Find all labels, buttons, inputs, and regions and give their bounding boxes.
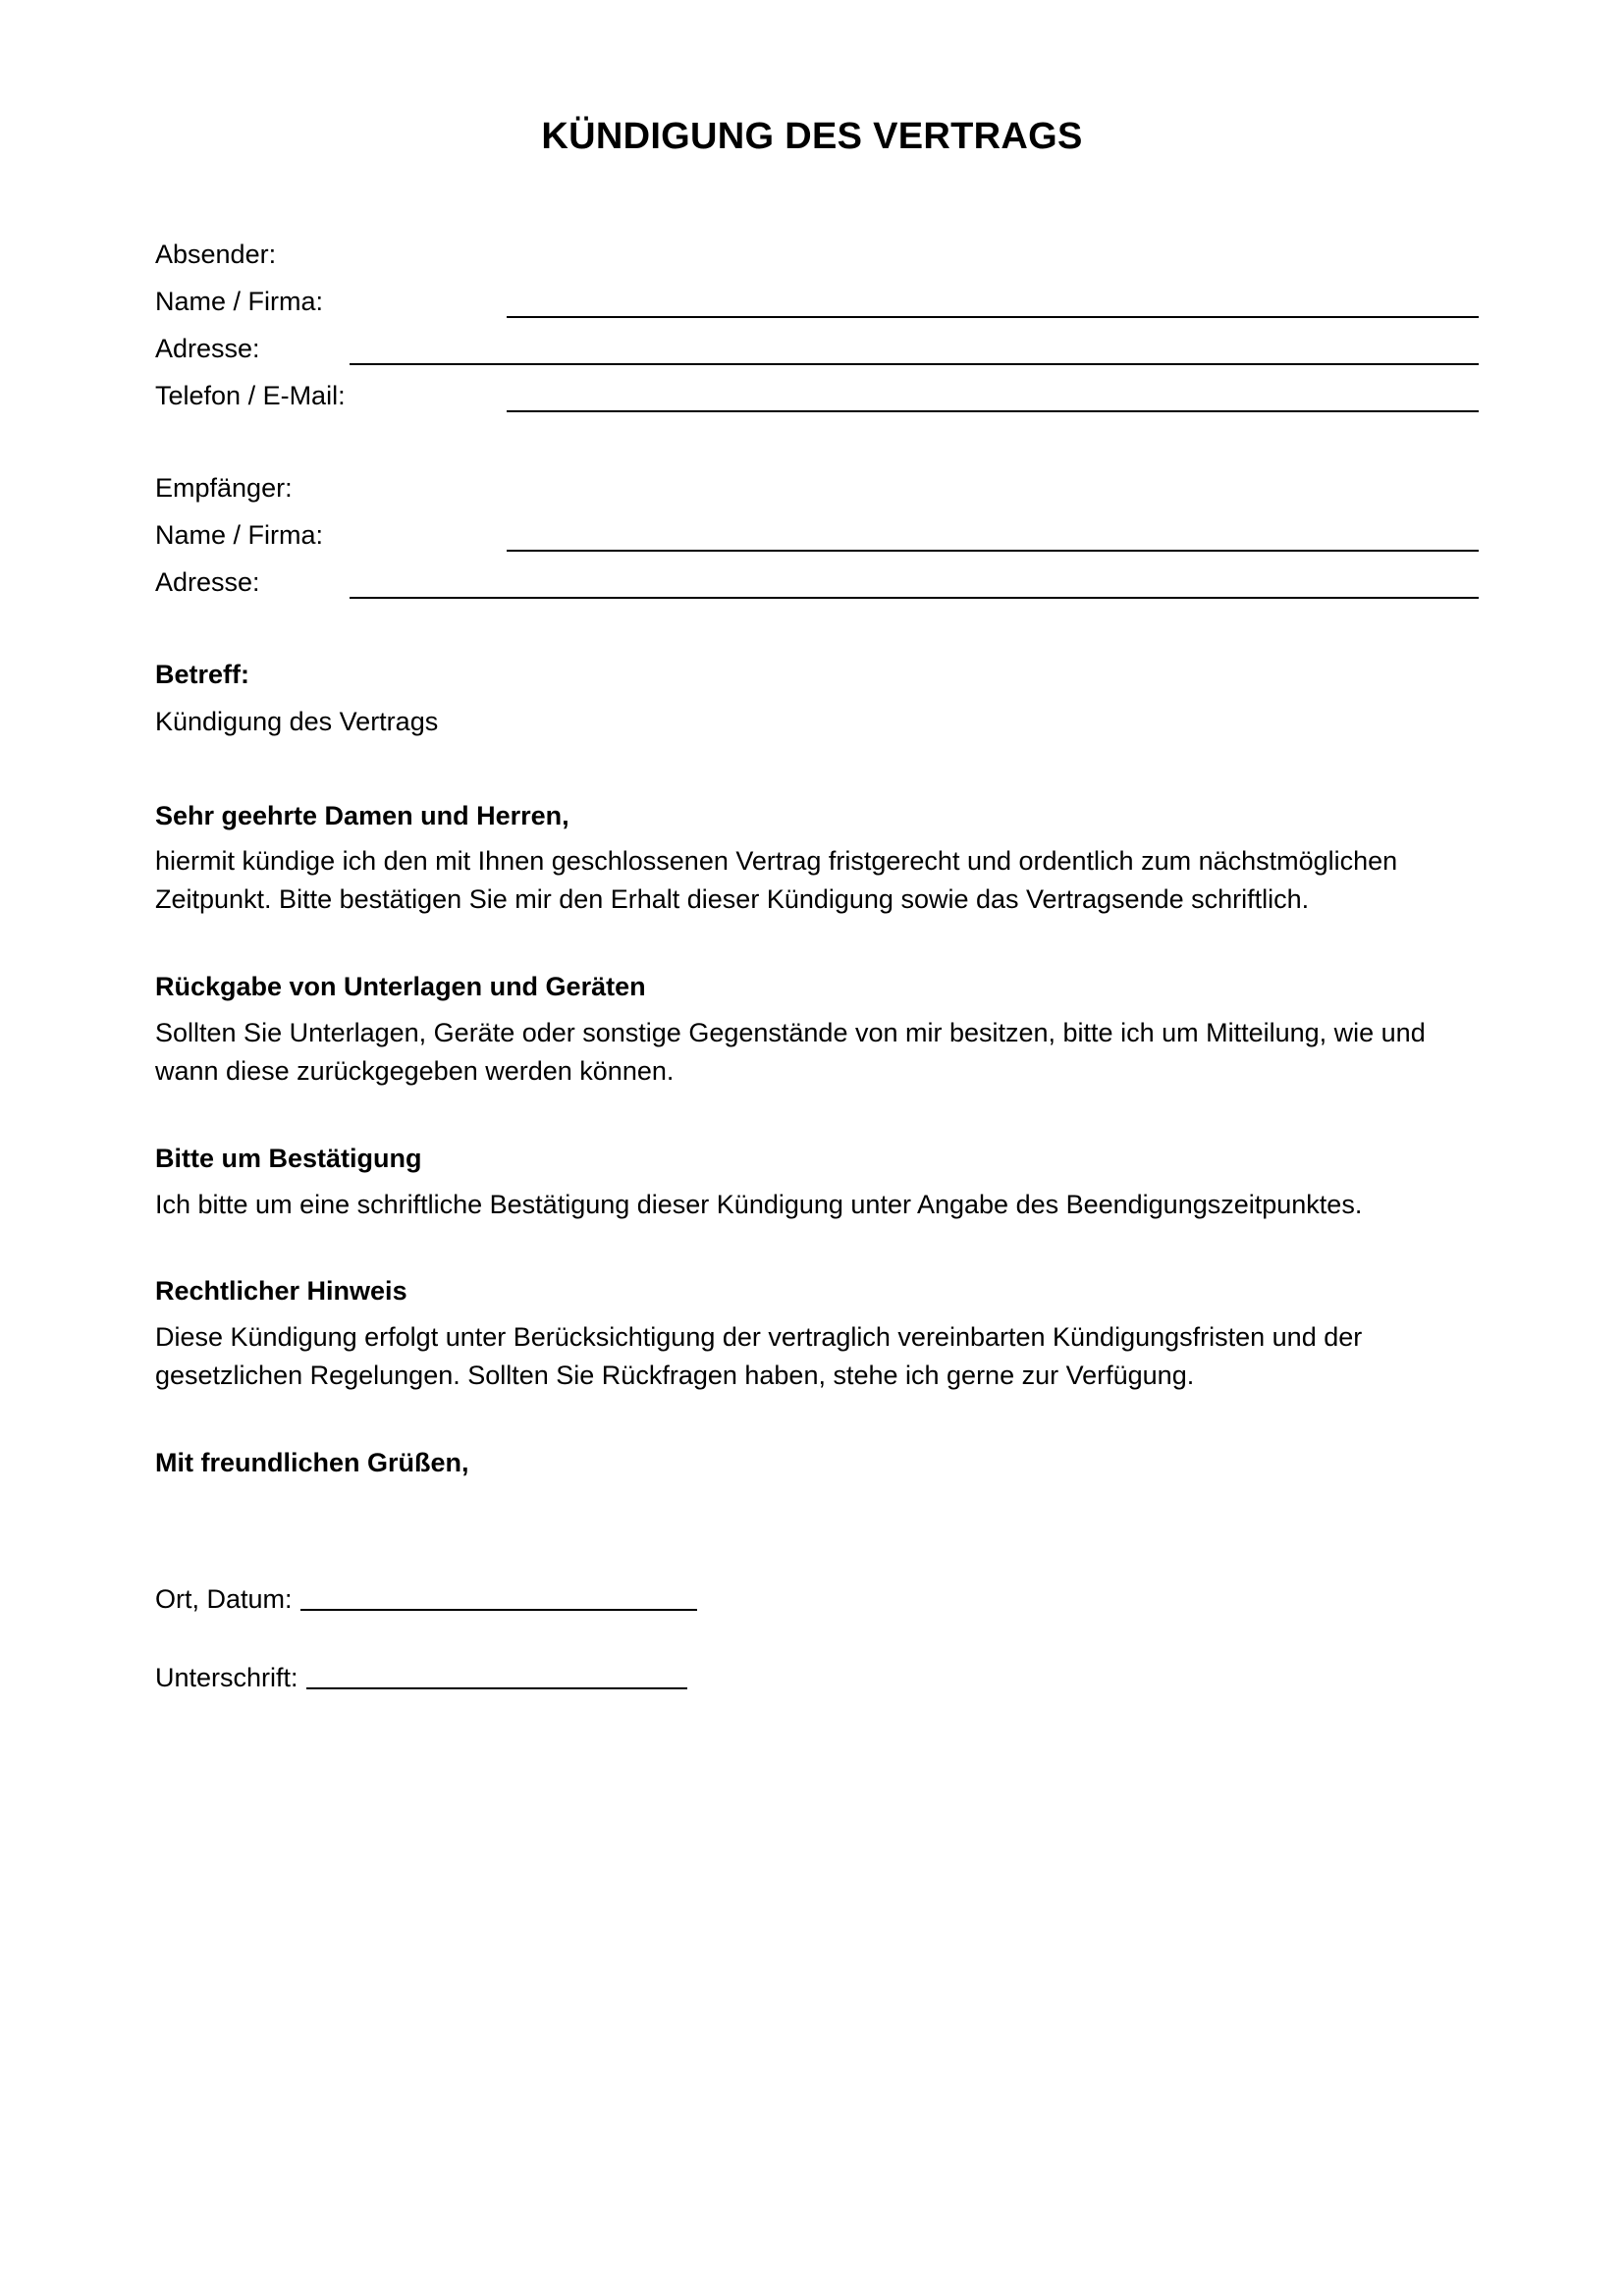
- sender-name-field[interactable]: [507, 316, 1479, 318]
- return-heading: Rückgabe von Unterlagen und Geräten: [155, 972, 646, 1001]
- sender-name-label: Name / Firma:: [155, 287, 324, 316]
- signature-label: Unterschrift:: [155, 1663, 298, 1692]
- sender-address-label: Adresse:: [155, 334, 260, 363]
- recipient-address-field[interactable]: [350, 597, 1479, 599]
- legal-line-2: gesetzlichen Regelungen. Sollten Sie Rückfragen haben, stehe ich gerne zur Verfügung.: [155, 1361, 1195, 1390]
- return-line-2: wann diese zurückgegeben werden können.: [155, 1056, 675, 1086]
- closing-text: Mit freundlichen Grüßen,: [155, 1448, 469, 1477]
- recipient-address-label: Adresse:: [155, 567, 260, 597]
- recipient-name-label: Name / Firma:: [155, 520, 324, 550]
- confirmation-line-1: Ich bitte um eine schriftliche Bestätigung dieser Kündigung unter Angabe des Beendigungszeitpunktes.: [155, 1190, 1363, 1219]
- document-title: KÜNDIGUNG DES VERTRAGS: [541, 116, 1083, 157]
- place-date-field[interactable]: [300, 1609, 697, 1611]
- salutation-line-1: hiermit kündige ich den mit Ihnen geschlossenen Vertrag fristgerecht und ordentlich zum nächstmöglichen: [155, 846, 1398, 876]
- place-date-row: [155, 1580, 697, 1619]
- salutation-line-2: Zeitpunkt. Bitte bestätigen Sie mir den Erhalt dieser Kündigung sowie das Vertragsende schriftlich.: [155, 884, 1310, 914]
- signature-field[interactable]: [306, 1687, 687, 1689]
- return-line-1: Sollten Sie Unterlagen, Geräte oder sonstige Gegenstände von mir besitzen, bitte ich um Mitteilung, wie und: [155, 1018, 1426, 1047]
- sender-contact-label: Telefon / E-Mail:: [155, 381, 346, 410]
- subject-heading: Betreff:: [155, 660, 250, 689]
- place-date-label: Ort, Datum:: [155, 1584, 293, 1614]
- legal-heading: Rechtlicher Hinweis: [155, 1276, 407, 1306]
- sender-heading: Absender:: [155, 240, 277, 269]
- signature-row: [155, 1659, 687, 1697]
- salutation-heading: Sehr geehrte Damen und Herren,: [155, 801, 569, 830]
- legal-line-1: Diese Kündigung erfolgt unter Berücksichtigung der vertraglich vereinbarten Kündigungsfristen und der: [155, 1322, 1363, 1352]
- sender-contact-field[interactable]: [507, 410, 1479, 412]
- sender-address-field[interactable]: [350, 363, 1479, 365]
- subject-text: Kündigung des Vertrags: [155, 707, 439, 736]
- confirmation-heading: Bitte um Bestätigung: [155, 1144, 422, 1173]
- recipient-name-field[interactable]: [507, 550, 1479, 552]
- recipient-heading: Empfänger:: [155, 473, 293, 503]
